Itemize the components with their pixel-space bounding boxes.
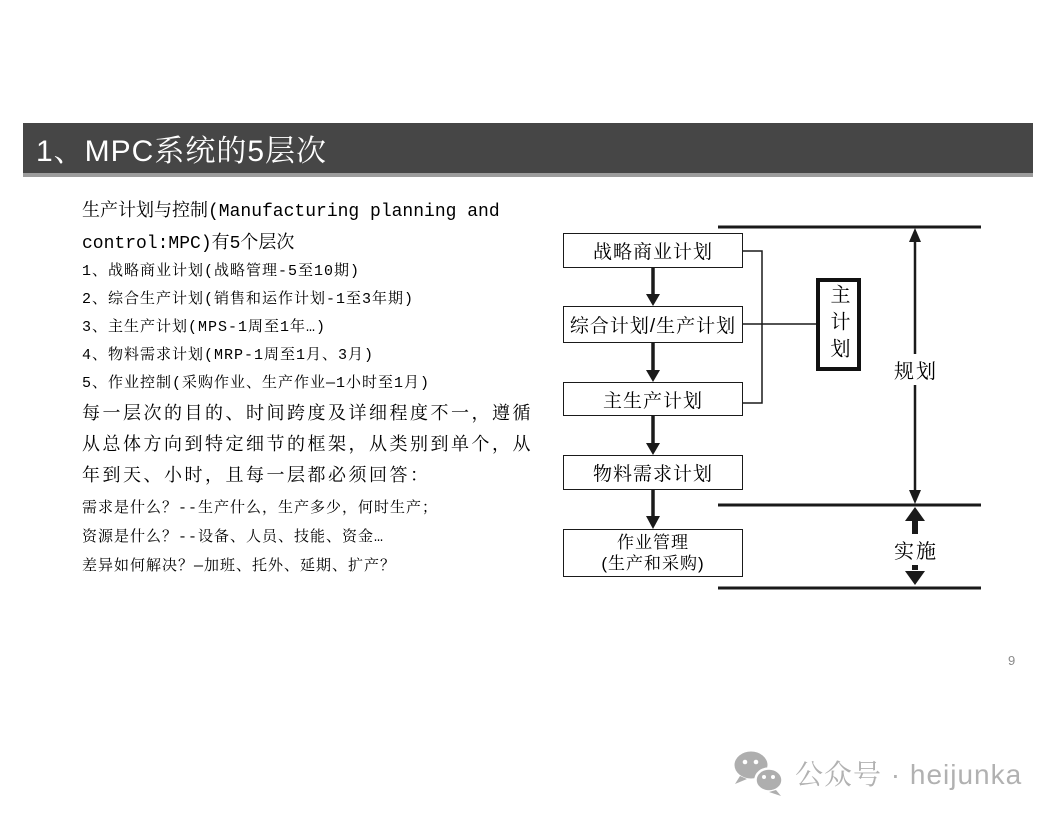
question-list — [82, 494, 438, 581]
planning-label: 规划 — [892, 354, 940, 385]
flow-box-mps-label: 主生产计划 — [602, 390, 703, 412]
flow-arrow-1 — [646, 268, 660, 306]
flow-arrow-2 — [646, 343, 660, 382]
bracket-connector — [743, 251, 816, 403]
description-line-3: 年到天、小时，且每一层都必须回答： — [82, 467, 431, 487]
slide-title-bar — [23, 123, 1033, 177]
flow-box-mps — [563, 382, 743, 416]
question-line-2: 资源是什么？--设备、人员、技能、资金… — [82, 529, 385, 546]
level-item-2: 2、综合生产计划(销售和运作计划-1至3年期) — [82, 291, 415, 308]
level-list — [82, 258, 430, 398]
flow-box-aggregate — [563, 306, 743, 343]
flow-box-operations-label-1: 作业管理 — [617, 533, 689, 552]
master-plan-label: 主计划 — [827, 284, 849, 365]
level-item-5: 5、作业控制(采购作业、生产作业—1小时至1月) — [82, 375, 431, 392]
level-item-4: 4、物料需求计划(MRP-1周至1月、3月) — [82, 347, 375, 364]
level-item-1: 1、战略商业计划(战略管理-5至10期) — [82, 263, 361, 280]
flow-arrow-3 — [646, 416, 660, 455]
level-item-3: 3、主生产计划(MPS-1周至1年…) — [82, 319, 327, 336]
intro-line-2: control:MPC)有5个层次 — [82, 234, 295, 254]
intro-line-1: 生产计划与控制(Manufacturing planning and — [82, 202, 500, 222]
question-line-1: 需求是什么？--生产什么，生产多少，何时生产； — [82, 500, 439, 517]
description-paragraph — [82, 400, 533, 493]
flow-box-strategic-label: 战略商业计划 — [592, 242, 713, 263]
execution-phase-arrow-up — [905, 507, 925, 536]
wechat-icon — [733, 750, 785, 796]
description-line-2: 从总体方向到特定细节的框架，从类别到单个，从 — [82, 436, 533, 456]
master-plan-box — [816, 278, 861, 371]
slide-title: 1、MPC系统的5层次 — [36, 135, 328, 168]
watermark — [733, 750, 1022, 796]
flow-arrow-4 — [646, 490, 660, 529]
flow-box-operations-label-2: (生产和采购) — [601, 554, 705, 573]
watermark-text: 公众号 · heijunka — [795, 759, 1023, 790]
flow-box-mrp-label: 物料需求计划 — [592, 464, 713, 485]
flow-box-mrp — [563, 455, 743, 490]
flow-box-strategic — [563, 233, 743, 268]
question-line-3: 差异如何解决？—加班、托外、延期、扩产？ — [82, 558, 397, 575]
flow-box-aggregate-label: 综合计划/生产计划 — [569, 316, 737, 337]
description-line-1: 每一层次的目的、时间跨度及详细程度不一，遵循 — [82, 405, 533, 425]
execution-label: 实施 — [892, 534, 940, 565]
intro-paragraph — [82, 196, 500, 260]
flow-box-operations — [563, 529, 743, 577]
page-number: 9 — [1008, 653, 1016, 668]
